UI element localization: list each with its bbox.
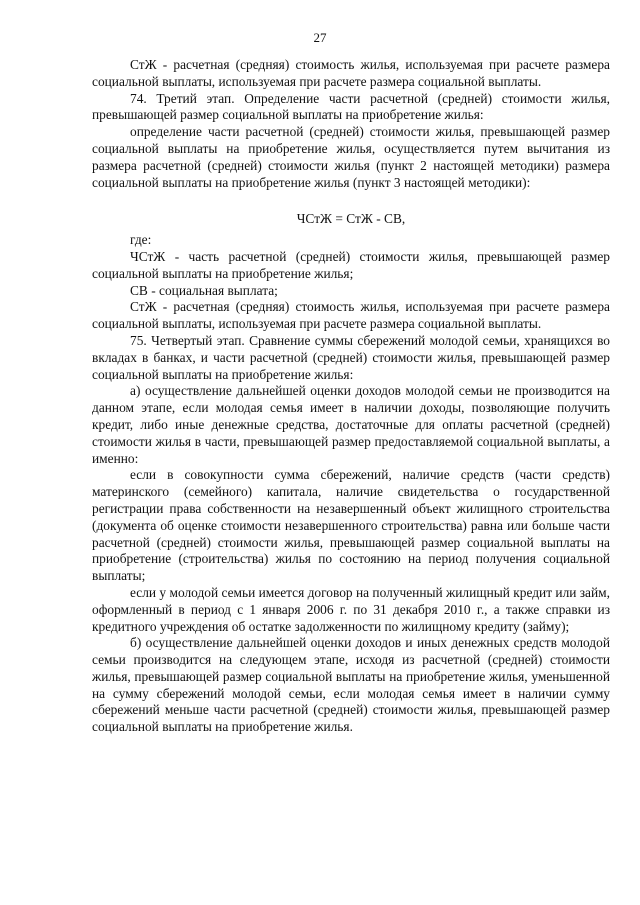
paragraph-item-b: б) осуществление дальнейшей оценки доходов и иных денежных средств молодой семьи производится на следующем этапе, исходя из расчетной (средней) стоимости жилья, превышающей размер социальной выплаты на приобретение жилья, уменьшенной на сумму сбережений молодой семьи, если молодая семья имеет в наличии сумму сбережений меньше части расчетной (средней) стоимости жилья, превышающей размер социальной выплаты на приобретение жилья. xyxy=(92,635,610,735)
paragraph-chstzh-definition: ЧСтЖ - часть расчетной (средней) стоимости жилья, превышающей размер социальной выплаты на приобретение жилья; xyxy=(92,248,610,281)
paragraph-where: где: xyxy=(130,232,152,248)
paragraph-stage-4-heading: 75. Четвертый этап. Сравнение суммы сбережений молодой семьи, хранящихся во вкладах в банках, и части расчетной (средней) стоимости жилья, превышающей размер социальной выплаты на приобретение жилья: xyxy=(92,332,610,382)
document-body xyxy=(92,57,610,736)
formula: ЧСтЖ = СтЖ - СВ, xyxy=(296,211,406,227)
paragraph-stzh-definition: СтЖ - расчетная (средняя) стоимость жилья, используемая при расчете размера социальной выплаты, используемая при расчете размера социальной выплаты. xyxy=(92,57,610,89)
paragraph-condition-credit: если у молодой семьи имеется договор на полученный жилищный кредит или займ, оформленный в период с 1 января 2006 г. по 31 декабря 2010 г., а также справки из кредитного учреждения об остатке задолженности по жилищному кредиту (займу); xyxy=(92,584,610,634)
paragraph-stage-3-heading: 74. Третий этап. Определение части расчетной (средней) стоимости жилья, превышающей размер социальной выплаты на приобретение жилья: xyxy=(92,90,610,123)
page-number: 27 xyxy=(313,30,327,45)
paragraph-sv-definition: СВ - социальная выплата; xyxy=(130,282,278,298)
paragraph-stage-3-method: определение части расчетной (средней) стоимости жилья, превышающей размер социальной выплаты на приобретение жилья, осуществляется путем вычитания из размера расчетной (средней) стоимости жилья (пункт 2 настоящей методики) размера социальной выплаты на приобретение жилья (пункт 3 настоящей методики): xyxy=(92,124,610,190)
paragraph-condition-savings: если в совокупности сумма сбережений, наличие средств (части средств) материнского (семейного) капитала, наличие свидетельства о государственной регистрации права собственности на незавершенный объект жилищного строительства (документа об оценке стоимости незавершенного строительства) равна или больше части расчетной (средней) стоимости жилья, превышающей размер социальной выплаты на приобретение (строительства) жилья по состоянию на период получения социальной выплаты; xyxy=(92,467,610,584)
paragraph-stzh-definition-repeat: СтЖ - расчетная (средняя) стоимость жилья, используемая при расчете размера социальной выплаты, используемая при расчете размера социальной выплаты. xyxy=(92,299,610,332)
paragraph-item-a: а) осуществление дальнейшей оценки доходов молодой семьи не производится на данном этапе, если молодая семья имеет в наличии доходы, позволяющие получить кредит, либо иные денежные средства, достаточные для оплаты расчетной (средней) стоимости жилья в части, превышающей размер предоставляемой социальной выплаты, а именно: xyxy=(92,383,610,466)
